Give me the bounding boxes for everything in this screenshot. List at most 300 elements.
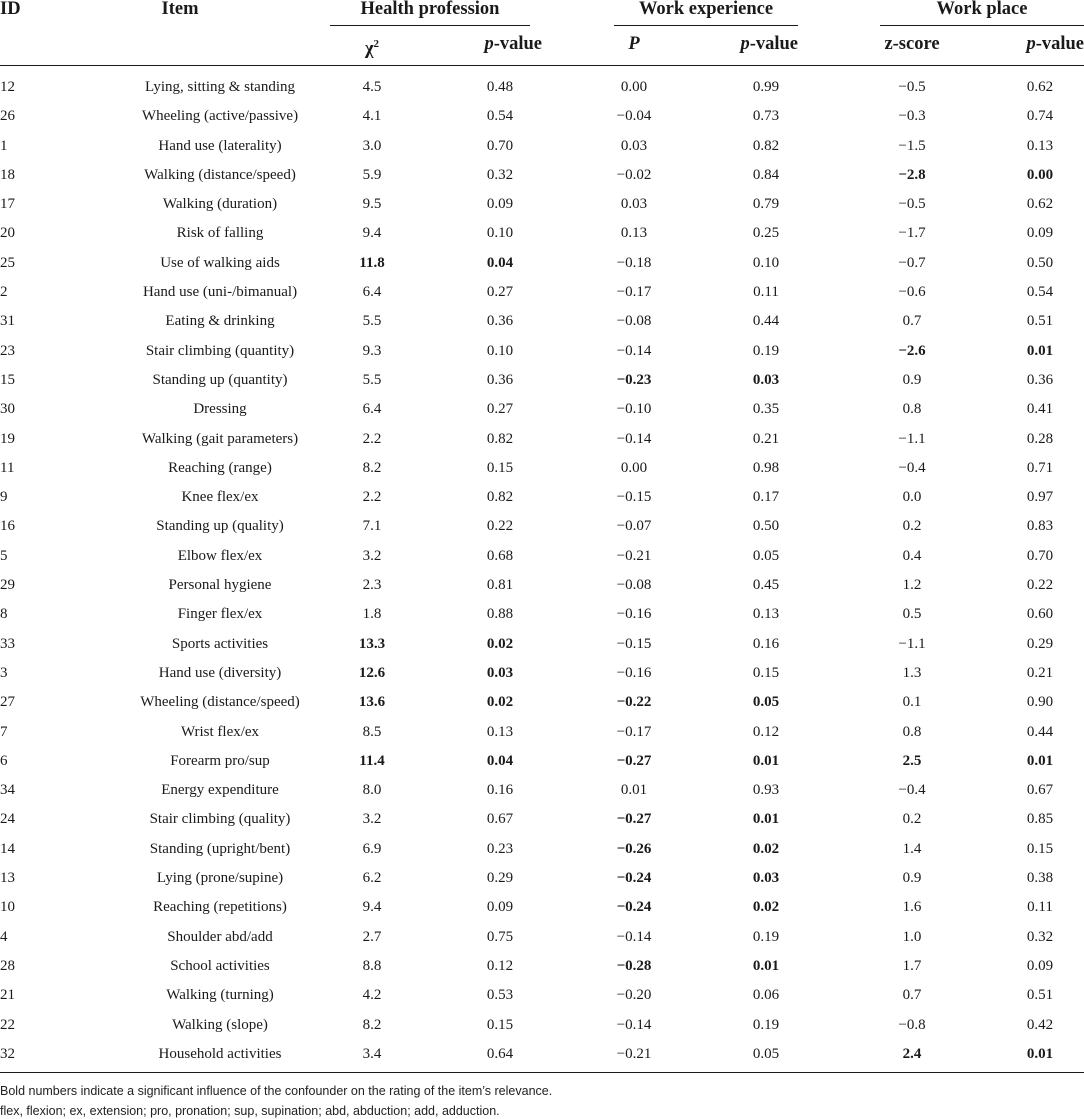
cell-z: 0.7 (902, 313, 922, 330)
cell-P: 0.03 (620, 137, 648, 154)
cell-z: −0.4 (898, 782, 926, 799)
cell-item: Stair climbing (quality) (149, 811, 291, 828)
cell-p2: 0.05 (752, 547, 780, 564)
cell-p1: 0.13 (486, 723, 514, 740)
table-row (0, 740, 1084, 769)
cell-item: Hand use (diversity) (158, 664, 282, 681)
cell-p2: 0.02 (752, 899, 780, 916)
cell-p3: 0.01 (1026, 1045, 1054, 1062)
cell-z: 1.6 (902, 899, 922, 916)
table-row (0, 95, 1084, 124)
table-row (0, 769, 1084, 798)
cell-P: 0.00 (620, 79, 648, 95)
cell-item: Shoulder abd/add (167, 928, 273, 945)
table-row (0, 535, 1084, 564)
cell-P: −0.08 (616, 313, 652, 330)
cell-p3: 0.36 (1026, 371, 1054, 388)
cell-id: 26 (0, 108, 15, 125)
cell-p1: 0.32 (486, 166, 514, 183)
cell-id: 8 (0, 606, 8, 623)
cell-P: −0.10 (616, 401, 652, 418)
cell-id: 5 (0, 547, 8, 564)
cell-P: −0.14 (616, 928, 652, 945)
cell-item: Risk of falling (176, 225, 264, 242)
cell-chi2: 6.2 (362, 870, 382, 887)
cell-p3: 0.51 (1026, 987, 1054, 1004)
cell-p3: 0.21 (1026, 664, 1054, 681)
table-row (0, 828, 1084, 857)
cell-z: 0.8 (902, 401, 922, 418)
cell-p2: 0.79 (752, 196, 780, 213)
cell-P: −0.14 (616, 1016, 652, 1033)
cell-id: 17 (0, 196, 15, 213)
cell-chi2: 8.2 (362, 459, 382, 476)
cell-p1: 0.02 (486, 694, 514, 711)
cell-z: 2.4 (902, 1045, 922, 1062)
cell-p3: 0.67 (1026, 782, 1054, 799)
cell-p2: 0.19 (752, 1016, 780, 1033)
cell-p2: 0.16 (752, 635, 780, 652)
cell-z: −0.7 (898, 254, 926, 271)
cell-chi2: 4.5 (362, 79, 382, 95)
cell-p2: 0.73 (752, 108, 780, 125)
cell-id: 31 (0, 313, 15, 330)
cell-p2: 0.17 (752, 489, 780, 506)
cell-P: −0.04 (616, 108, 652, 125)
cell-p3: 0.71 (1026, 459, 1054, 476)
cell-P: −0.18 (616, 254, 652, 271)
cell-p1: 0.09 (486, 196, 514, 213)
cell-chi2: 1.8 (362, 606, 382, 623)
cell-z: −0.6 (898, 284, 926, 301)
cell-z: 1.3 (902, 664, 922, 681)
table-row (0, 798, 1084, 827)
cell-p1: 0.10 (486, 225, 514, 242)
cell-item: Standing (upright/bent) (149, 840, 291, 857)
cell-z: −1.5 (898, 137, 926, 154)
table-row (0, 623, 1084, 652)
cell-P: −0.14 (616, 430, 652, 447)
cell-p2: 0.45 (752, 577, 780, 594)
cell-item: Eating & drinking (165, 313, 275, 330)
cell-chi2: 8.5 (362, 723, 382, 740)
table-row (0, 916, 1084, 945)
col-header-p-value-place: p-value (1026, 34, 1084, 54)
group-header-health-profession: Health profession (360, 0, 500, 19)
cell-item: Sports activities (171, 635, 269, 652)
cell-z: 0.0 (902, 489, 922, 506)
table-row (0, 183, 1084, 212)
cell-p1: 0.02 (486, 635, 514, 652)
cell-p3: 0.51 (1026, 313, 1054, 330)
cell-z: 0.9 (902, 870, 922, 887)
cell-p2: 0.25 (752, 225, 780, 242)
cell-p2: 0.19 (752, 342, 780, 359)
cell-z: 0.5 (902, 606, 922, 623)
cell-z: 0.2 (902, 518, 922, 535)
cell-id: 1 (0, 137, 8, 154)
cell-id: 20 (0, 225, 15, 242)
cell-p1: 0.54 (486, 108, 514, 125)
cell-p2: 0.19 (752, 928, 780, 945)
cell-id: 3 (0, 664, 8, 681)
cell-z: −0.8 (898, 1016, 926, 1033)
cell-id: 27 (0, 694, 15, 711)
cell-chi2: 12.6 (358, 664, 386, 681)
cell-p1: 0.03 (486, 664, 514, 681)
cell-p3: 0.70 (1026, 547, 1054, 564)
cell-z: 0.4 (902, 547, 922, 564)
cell-id: 14 (0, 840, 15, 857)
cell-p2: 0.44 (752, 313, 780, 330)
cell-p3: 0.22 (1026, 577, 1054, 594)
cell-p2: 0.06 (752, 987, 780, 1004)
cell-chi2: 9.4 (362, 899, 382, 916)
cell-item: Household activities (158, 1045, 282, 1062)
col-header-P: P (628, 34, 640, 54)
cell-id: 22 (0, 1016, 15, 1033)
cell-item: School activities (170, 957, 270, 974)
table-row (0, 388, 1084, 417)
cell-id: 16 (0, 518, 15, 535)
cell-id: 15 (0, 371, 15, 388)
cell-z: 1.7 (902, 957, 922, 974)
cell-P: −0.24 (616, 899, 652, 916)
cell-p3: 0.50 (1026, 254, 1054, 271)
table-row (0, 242, 1084, 271)
table-row (0, 974, 1084, 1003)
table-row (0, 154, 1084, 183)
cell-item: Forearm pro/sup (170, 752, 270, 769)
cell-p1: 0.67 (486, 811, 514, 828)
cell-chi2: 3.2 (362, 547, 382, 564)
col-header-p-value-health: p-value (484, 34, 542, 54)
cell-id: 25 (0, 254, 15, 271)
group-rule-work-place (880, 25, 1084, 26)
cell-id: 34 (0, 782, 15, 799)
cell-chi2: 4.2 (362, 987, 382, 1004)
cell-p3: 0.00 (1026, 166, 1054, 183)
cell-P: −0.15 (616, 489, 652, 506)
cell-id: 23 (0, 342, 15, 359)
cell-p1: 0.04 (486, 254, 514, 271)
cell-id: 12 (0, 79, 15, 95)
cell-P: −0.24 (616, 870, 652, 887)
cell-chi2: 2.7 (362, 928, 382, 945)
cell-p3: 0.15 (1026, 840, 1054, 857)
cell-p1: 0.04 (486, 752, 514, 769)
cell-item: Stair climbing (quantity) (145, 342, 295, 359)
cell-item: Walking (turning) (166, 987, 274, 1004)
cell-item: Dressing (193, 401, 247, 418)
cell-p3: 0.38 (1026, 870, 1054, 887)
table-row (0, 886, 1084, 915)
cell-P: −0.20 (616, 987, 652, 1004)
cell-chi2: 6.4 (362, 284, 382, 301)
cell-z: −1.1 (898, 430, 926, 447)
cell-p1: 0.27 (486, 401, 514, 418)
cell-chi2: 9.5 (362, 196, 382, 213)
cell-id: 11 (0, 459, 15, 476)
cell-p1: 0.23 (486, 840, 514, 857)
col-header-item: Item (161, 0, 199, 19)
cell-p2: 0.21 (752, 430, 780, 447)
cell-P: −0.16 (616, 606, 652, 623)
cell-item: Walking (duration) (162, 196, 278, 213)
cell-P: −0.27 (616, 752, 652, 769)
cell-item: Hand use (uni-/bimanual) (142, 284, 298, 301)
table-row (0, 505, 1084, 534)
cell-P: −0.14 (616, 342, 652, 359)
cell-p3: 0.97 (1026, 489, 1054, 506)
bottom-rule (0, 1072, 1084, 1073)
cell-P: 0.13 (620, 225, 648, 242)
table-row (0, 593, 1084, 622)
group-rule-work-experience (614, 25, 798, 26)
table-row (0, 1004, 1084, 1033)
cell-z: −2.8 (898, 166, 926, 183)
cell-p1: 0.12 (486, 957, 514, 974)
cell-p2: 0.93 (752, 782, 780, 799)
cell-id: 9 (0, 489, 8, 506)
cell-p3: 0.11 (1027, 899, 1053, 916)
table-row (0, 857, 1084, 886)
cell-P: −0.28 (616, 957, 652, 974)
cell-p3: 0.85 (1026, 811, 1054, 828)
cell-p2: 0.01 (752, 752, 780, 769)
cell-item: Finger flex/ex (177, 606, 263, 623)
cell-p3: 0.60 (1026, 606, 1054, 623)
cell-p1: 0.16 (486, 782, 514, 799)
cell-z: −2.6 (898, 342, 926, 359)
cell-item: Lying, sitting & standing (144, 79, 295, 95)
cell-p2: 0.50 (752, 518, 780, 535)
cell-item: Wheeling (distance/speed) (140, 694, 300, 711)
cell-p2: 0.35 (752, 401, 780, 418)
cell-p2: 0.11 (753, 284, 779, 301)
cell-chi2: 2.2 (362, 489, 382, 506)
cell-p2: 0.98 (752, 459, 780, 476)
cell-P: −0.23 (616, 371, 652, 388)
cell-p1: 0.36 (486, 371, 514, 388)
cell-id: 32 (0, 1045, 15, 1062)
cell-z: −0.5 (898, 79, 926, 95)
footnote-abbreviations: flex, flexion; ex, extension; pro, pronation; sup, supination; abd, abduction; add, adduction. (0, 1104, 500, 1118)
cell-P: −0.15 (616, 635, 652, 652)
cell-p1: 0.09 (486, 899, 514, 916)
cell-z: 1.0 (902, 928, 922, 945)
col-header-id: ID (0, 0, 21, 19)
cell-P: −0.21 (616, 547, 652, 564)
cell-chi2: 8.0 (362, 782, 382, 799)
cell-p1: 0.81 (486, 577, 514, 594)
cell-z: 2.5 (902, 752, 922, 769)
cell-item: Reaching (repetitions) (153, 899, 287, 916)
cell-chi2: 9.4 (362, 225, 382, 242)
cell-item: Wrist flex/ex (180, 723, 260, 740)
table-row (0, 564, 1084, 593)
cell-p3: 0.32 (1026, 928, 1054, 945)
cell-id: 7 (0, 723, 8, 740)
cell-z: 1.4 (902, 840, 922, 857)
cell-p2: 0.10 (752, 254, 780, 271)
cell-p3: 0.13 (1026, 137, 1054, 154)
cell-z: 0.9 (902, 371, 922, 388)
cell-p1: 0.15 (486, 459, 514, 476)
table-row (0, 300, 1084, 329)
cell-id: 24 (0, 811, 15, 828)
cell-chi2: 8.2 (362, 1016, 382, 1033)
cell-P: 0.00 (620, 459, 648, 476)
table-row (0, 125, 1084, 154)
cell-item: Standing up (quality) (156, 518, 284, 535)
cell-item: Energy expenditure (161, 782, 279, 799)
cell-id: 13 (0, 870, 15, 887)
table-row (0, 1033, 1084, 1062)
cell-P: −0.16 (616, 664, 652, 681)
cell-id: 30 (0, 401, 15, 418)
cell-z: 0.7 (902, 987, 922, 1004)
cell-p1: 0.48 (486, 79, 514, 95)
cell-P: −0.26 (616, 840, 652, 857)
cell-z: 0.2 (902, 811, 922, 828)
cell-p3: 0.62 (1026, 196, 1054, 213)
cell-p2: 0.05 (752, 1045, 780, 1062)
cell-P: −0.21 (616, 1045, 652, 1062)
table-row (0, 66, 1084, 95)
table-row (0, 271, 1084, 300)
cell-chi2: 3.0 (362, 137, 382, 154)
table-row (0, 652, 1084, 681)
cell-item: Personal hygiene (168, 577, 272, 594)
cell-id: 29 (0, 577, 15, 594)
cell-id: 28 (0, 957, 15, 974)
table-row (0, 711, 1084, 740)
cell-chi2: 5.9 (362, 166, 382, 183)
cell-chi2: 4.1 (362, 108, 382, 125)
col-header-p-value-experience: p-value (740, 34, 798, 54)
cell-p2: 0.15 (752, 664, 780, 681)
cell-p3: 0.42 (1026, 1016, 1054, 1033)
cell-item: Walking (distance/speed) (144, 166, 296, 183)
cell-chi2: 11.4 (359, 752, 385, 769)
cell-id: 18 (0, 166, 15, 183)
cell-p1: 0.29 (486, 870, 514, 887)
cell-p2: 0.01 (752, 811, 780, 828)
cell-item: Lying (prone/supine) (156, 870, 284, 887)
cell-id: 4 (0, 928, 8, 945)
cell-id: 2 (0, 284, 8, 301)
cell-p2: 0.84 (752, 166, 780, 183)
cell-p1: 0.36 (486, 313, 514, 330)
cell-p1: 0.88 (486, 606, 514, 623)
cell-P: −0.17 (616, 723, 652, 740)
group-rule-health-profession (330, 25, 530, 26)
cell-id: 21 (0, 987, 15, 1004)
table-row (0, 212, 1084, 241)
table-row (0, 418, 1084, 447)
cell-p2: 0.01 (752, 957, 780, 974)
cell-p3: 0.09 (1026, 225, 1054, 242)
cell-z: 1.2 (902, 577, 922, 594)
cell-p1: 0.82 (486, 430, 514, 447)
cell-item: Walking (gait parameters) (141, 430, 299, 447)
cell-z: −1.7 (898, 225, 926, 242)
cell-P: −0.02 (616, 166, 652, 183)
cell-z: −0.5 (898, 196, 926, 213)
cell-z: −1.1 (898, 635, 926, 652)
cell-p2: 0.13 (752, 606, 780, 623)
cell-id: 19 (0, 430, 15, 447)
cell-P: 0.03 (620, 196, 648, 213)
cell-p2: 0.03 (752, 371, 780, 388)
cell-item: Hand use (laterality) (158, 137, 282, 154)
cell-p2: 0.99 (752, 79, 780, 95)
cell-chi2: 5.5 (362, 313, 382, 330)
cell-p3: 0.29 (1026, 635, 1054, 652)
cell-chi2: 7.1 (362, 518, 382, 535)
table-row (0, 945, 1084, 974)
cell-P: −0.22 (616, 694, 652, 711)
cell-z: 0.1 (902, 694, 922, 711)
cell-p1: 0.15 (486, 1016, 514, 1033)
cell-p3: 0.09 (1026, 957, 1054, 974)
cell-chi2: 6.9 (362, 840, 382, 857)
cell-P: −0.07 (616, 518, 652, 535)
cell-p3: 0.28 (1026, 430, 1054, 447)
cell-id: 33 (0, 635, 15, 652)
cell-p1: 0.70 (486, 137, 514, 154)
table-row (0, 330, 1084, 359)
cell-p3: 0.01 (1026, 342, 1054, 359)
table-row (0, 476, 1084, 505)
cell-p3: 0.44 (1026, 723, 1054, 740)
cell-chi2: 5.5 (362, 371, 382, 388)
cell-item: Wheeling (active/passive) (141, 108, 299, 125)
cell-item: Knee flex/ex (181, 489, 259, 506)
cell-item: Reaching (range) (168, 459, 272, 476)
cell-p3: 0.54 (1026, 284, 1054, 301)
cell-item: Elbow flex/ex (177, 547, 263, 564)
table-body (0, 66, 1084, 1062)
cell-p3: 0.62 (1026, 79, 1054, 95)
cell-p3: 0.90 (1026, 694, 1054, 711)
cell-z: 0.8 (902, 723, 922, 740)
cell-chi2: 3.4 (362, 1045, 382, 1062)
cell-item: Use of walking aids (160, 254, 280, 271)
cell-p3: 0.41 (1026, 401, 1054, 418)
cell-P: 0.01 (620, 782, 648, 799)
cell-P: −0.08 (616, 577, 652, 594)
cell-chi2: 3.2 (362, 811, 382, 828)
cell-chi2: 2.3 (362, 577, 382, 594)
cell-item: Standing up (quantity) (152, 371, 288, 388)
cell-chi2: 13.6 (358, 694, 386, 711)
cell-p3: 0.01 (1026, 752, 1054, 769)
cell-chi2: 2.2 (362, 430, 382, 447)
cell-id: 6 (0, 752, 8, 769)
cell-p1: 0.27 (486, 284, 514, 301)
cell-p2: 0.82 (752, 137, 780, 154)
cell-id: 10 (0, 899, 15, 916)
cell-chi2: 13.3 (358, 635, 386, 652)
col-header-chi2: $\chi^2$ (364, 38, 380, 60)
group-header-work-experience: Work experience (638, 0, 774, 19)
table-row (0, 681, 1084, 710)
cell-p1: 0.22 (486, 518, 514, 535)
cell-p3: 0.74 (1026, 108, 1054, 125)
cell-p3: 0.83 (1026, 518, 1054, 535)
